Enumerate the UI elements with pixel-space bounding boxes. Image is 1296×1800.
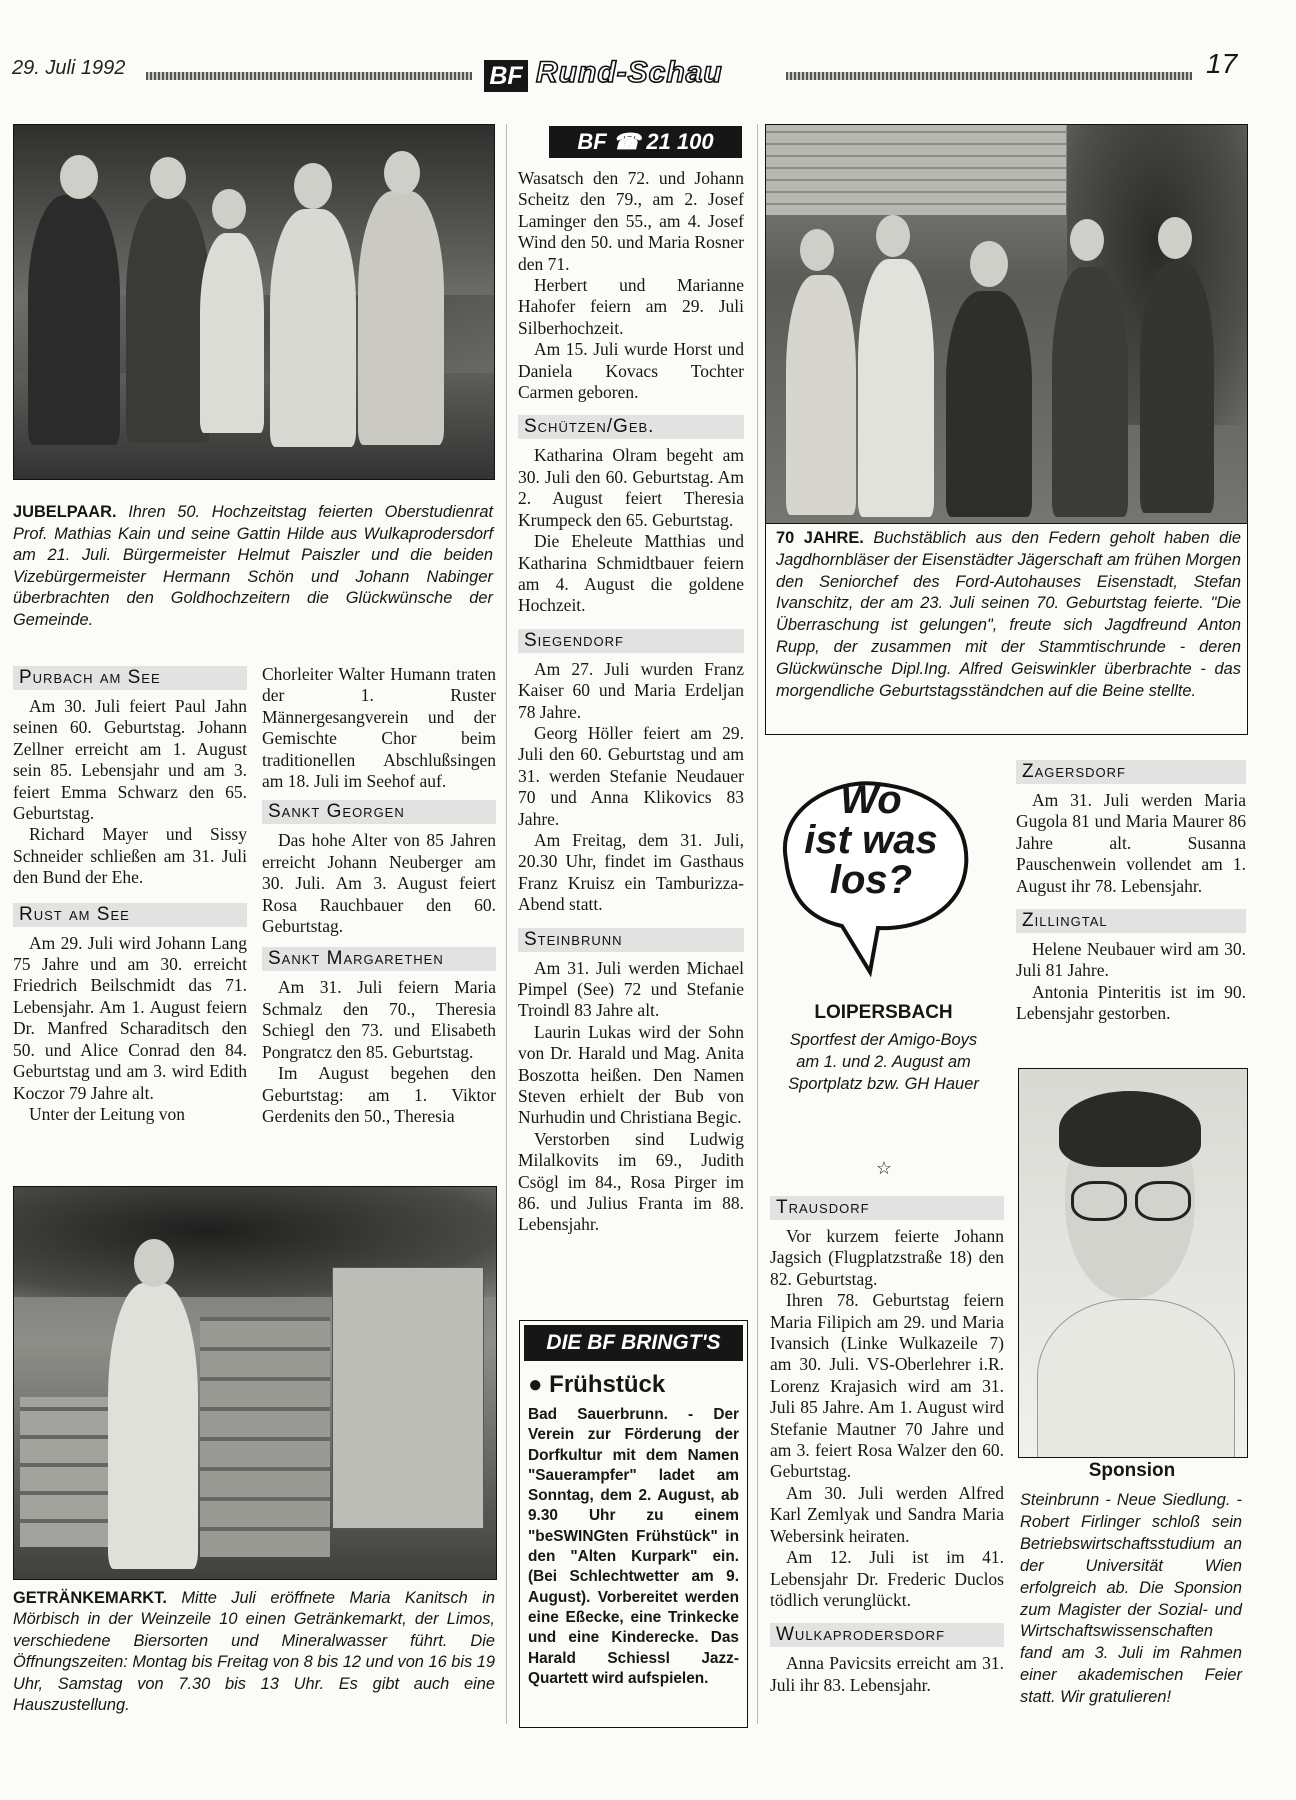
trausdorf-p1: Vor kurzem feierte Johann Jagsich (Flugplatzstraße 18) den 82. Geburtstag. bbox=[770, 1226, 1004, 1289]
section-georgen: Sankt Georgen bbox=[262, 800, 496, 824]
photo-sponsion bbox=[1018, 1068, 1248, 1458]
trausdorf-p4: Am 12. Juli ist im 41. Lebensjahr Dr. Frederic Duclos tödlich verunglückt. bbox=[770, 1547, 1004, 1610]
caption-70-jahre bbox=[766, 524, 1247, 702]
zillingtal-p1: Helene Neubauer wird am 30. Juli 81 Jahre. bbox=[1016, 939, 1246, 981]
zagersdorf-p1: Am 31. Juli werden Maria Gugola 81 und Maria Maurer 86 Jahre alt. Susanna Pauschenwein vollendet am 1. August ihr 78. Lebensjahr. bbox=[1016, 790, 1246, 896]
section-zagersdorf: Zagersdorf bbox=[1016, 760, 1246, 784]
wulka-p1: Anna Pavicsits erreicht am 31. Juli ihr 83. Lebensjahr. bbox=[770, 1653, 1004, 1695]
column-rule-2 bbox=[757, 124, 758, 1724]
star-icon: ☆ bbox=[875, 1158, 893, 1178]
bringts-item bbox=[520, 1365, 747, 1689]
colc-top-p2: Herbert und Marianne Hahofer feiern am 29. Juli Silberhochzeit. bbox=[518, 275, 744, 338]
siegendorf-p2: Georg Höller feiert am 29. Juli den 60. Geburtstag und am 31. werden Stefanie Neudauer 70 und Anna Klikovics 83 Jahre. bbox=[518, 722, 744, 829]
section-margarethen: Sankt Margarethen bbox=[262, 947, 496, 971]
bringts-text: Bad Sauerbrunn. - Der Verein zur Förderung der Dorfkultur mit dem Namen "Sauerampfer" ladet am Sonntag, dem 2. August, ab 9.30 Uhr zu einem "beSWINGten Frühstück" in den "Alten Kurpark" ein. (Bei Schlechtwetter am 9. August). Vorbereitet werden eine Eßecke, eine Trinkecke und eine Kinderecke. Das Harald Schiessl Jazz-Quartett wird aufspielen. bbox=[528, 1406, 739, 1687]
rust-p2: Unter der Leitung von bbox=[29, 1103, 185, 1124]
logo-bf: BF bbox=[484, 60, 528, 92]
margarethen-p1: Am 31. Juli feiern Maria Schmalz den 70., Theresia Schiegl den 73. und Elisabeth Pongratcz den 85. Geburtstag. bbox=[262, 977, 496, 1062]
schuetzen-p1: Katharina Olram begeht am 30. Juli den 60. Geburtstag. Am 2. August feiert Theresia Krumpeck den 65. Geburtstag. bbox=[518, 445, 744, 530]
caption-jubelpaar-text: Ihren 50. Hochzeitstag feierten Oberstudienrat Prof. Mathias Kain und seine Gattin Hilde aus Wulkaprodersdorf am 21. Juli. Bürgermeister Helmut Paiszler und die beiden Vizebürgermeister Hermann Schön und Johann Nabinger überbrachten den Goldhochzeitern die Glückwünsche der Gemeinde. bbox=[13, 503, 493, 629]
page-number: 17 bbox=[1206, 48, 1238, 79]
header-rule-right bbox=[786, 72, 1192, 80]
purbach-p1: Am 30. Juli feiert Paul Jahn seinen 60. Geburtstag. Johann Zellner erreicht am 1. August sein 85. Lebensjahr und am 3. feiert Emma Schwarz den 65. Geburtstag. bbox=[13, 696, 247, 824]
caption-70-jahre-lead: 70 JAHRE. bbox=[776, 529, 864, 547]
caption-70-jahre-text: Buchstäblich aus den Federn geholt haben die Jagdhornbläser der Eisenstädter Jägerschaft am frühen Morgen den Seniorchef des Ford-Autohauses Eisenstadt, Stefan Ivanschitz, der am 23. Juli seinen 70. Geburtstag feierte. "Die Überraschung ist gelungen", freute sich Jagdfreund Anton Rupp, der zusammen mit der Stammtischrunde - deren Glückwünsche Dipl.Ing. Alfred Geiswinkler überbrachte - das morgendliche Geburtstagsständchen auf die Beine stellte. bbox=[776, 529, 1242, 700]
section-rust: Rust am See bbox=[13, 903, 247, 927]
woistwas-place: LOIPERSBACH bbox=[814, 1002, 953, 1023]
section-steinbrunn: Steinbrunn bbox=[518, 928, 744, 952]
steinbrunn-p2: Laurin Lukas wird der Sohn von Dr. Harald und Mag. Anita Boszotta heißen. Den Namen Steven erhielt der Bub von Nurhudin und Christiana Begic. bbox=[518, 1021, 744, 1128]
bringts-item-title: Frühstück bbox=[549, 1371, 666, 1398]
caption-getraenke-text: Mitte Juli eröffnete Maria Kanitsch in Mörbisch in der Weinzeile 10 einen Getränkemarkt, der Limos, verschiedene Biersorten und Mineralwasser führt. Die Öffnungszeiten: Montag bis Freitag von 8 bis 12 und von 16 bis 19 Uhr, Samstag von 7.30 bis 13 Uhr. Es gibt auch eine Hauszustellung. bbox=[13, 1589, 496, 1715]
bubble-line-1: Wo bbox=[840, 778, 902, 822]
bubble-text bbox=[776, 780, 966, 900]
caption-70-jahre-box bbox=[765, 524, 1248, 735]
bringts-banner: DIE BF BRINGT'S bbox=[524, 1325, 743, 1361]
section-zillingtal: Zillingtal bbox=[1016, 909, 1246, 933]
sponsion-title: Sponsion bbox=[1088, 1460, 1176, 1481]
photo-70-jahre bbox=[765, 124, 1248, 524]
section-schuetzen: Schützen/Geb. bbox=[518, 415, 744, 439]
section-wulkaprodersdorf: Wulkaprodersdorf bbox=[770, 1623, 1004, 1647]
caption-jubelpaar bbox=[13, 502, 493, 632]
woistwas-text: Sportfest der Amigo-Boys am 1. und 2. August am Sportplatz bzw. GH Hauer bbox=[788, 1031, 979, 1093]
section-purbach: Purbach am See bbox=[13, 666, 247, 690]
schuetzen-p2: Die Eheleute Matthias und Katharina Schmidtbauer feiern am 4. August die goldene Hochzeit. bbox=[518, 531, 744, 616]
header-rule-left bbox=[146, 72, 472, 80]
caption-getraenke-lead: GETRÄNKEMARKT. bbox=[13, 1589, 167, 1607]
bubble-line-3: los? bbox=[829, 858, 913, 902]
georgen-p1: Das hohe Alter von 85 Jahren erreicht Johann Neuberger am 30. Juli. Am 3. August feiert Rosa Rauchbauer den 60. Geburtstag. bbox=[262, 830, 496, 937]
column-rule-1 bbox=[506, 124, 507, 1724]
colc-top-p1: Wasatsch den 72. und Johann Scheitz den 79., am 2. Josef Laminger den 55., am 4. Josef Wind den 50. und Maria Rosner den 71. bbox=[518, 168, 744, 274]
chor-p1: Chorleiter Walter Humann traten der 1. Ruster Männergesangverein und der Gemischte Chor beim traditionellen Abschlußsingen am 18. Juli im Seehof auf. bbox=[262, 664, 496, 792]
purbach-p2: Richard Mayer und Sissy Schneider schließen am 31. Juli den Bund der Ehe. bbox=[13, 824, 247, 888]
phone-box: BF ☎ 21 100 bbox=[549, 126, 742, 158]
logo-title: Rund-Schau bbox=[536, 56, 723, 89]
caption-getraenkemarkt bbox=[13, 1588, 495, 1716]
photo-getraenkemarkt bbox=[13, 1186, 497, 1580]
siegendorf-p3: Am Freitag, dem 31. Juli, 20.30 Uhr, findet im Gasthaus Franz Kruisz ein Tamburizza-Abend statt. bbox=[518, 829, 744, 915]
section-siegendorf: Siegendorf bbox=[518, 629, 744, 653]
steinbrunn-p1: Am 31. Juli werden Michael Pimpel (See) 72 und Stefanie Troindl 83 Jahre alt. bbox=[518, 957, 744, 1021]
colc-top-p3: Am 15. Juli wurde Horst und Daniela Kovacs Tochter Carmen geboren. bbox=[518, 339, 744, 403]
bringts-box bbox=[519, 1320, 748, 1728]
section-trausdorf: Trausdorf bbox=[770, 1196, 1004, 1220]
header-date: 29. Juli 1992 bbox=[12, 57, 126, 79]
bullet-icon: ● bbox=[528, 1371, 543, 1398]
trausdorf-p2: Ihren 78. Geburtstag feiern Maria Filipich am 29. und Maria Ivansich (Linke Wulkazeile 7) am 30. Juli. VS-Oberlehrer i.R. Lorenz Krajasich wird am 31. Juli 85 Jahre. Am 1. August wird Stefanie Mautner 70 Jahre und am 3. feiert Rosa Walzer den 60. Geburtstag. bbox=[770, 1290, 1004, 1482]
rust-p1: Am 29. Juli wird Johann Lang 75 Jahre und am 30. erreicht Friedrich Beilschmidt das 71. Lebensjahr. Am 1. August feiern Dr. Manfred Scharaditsch den 50. und Alice Conrad den 84. Geburtstag und am 3. wird Edith Koczor 79 Jahre alt. bbox=[13, 932, 247, 1103]
bubble-line-2: ist was bbox=[804, 818, 938, 862]
caption-jubelpaar-lead: JUBELPAAR. bbox=[13, 503, 117, 521]
steinbrunn-p3: Verstorben sind Ludwig Milalkovits im 69., Judith Csögl im 84., Rosa Pirger im 86. und Julius Franta im 88. Lebensjahr. bbox=[518, 1128, 744, 1235]
sponsion-text: Steinbrunn - Neue Siedlung. - Robert Firlinger schloß sein Betriebswirtschaftsstudium an der Universität Wien erfolgreich ab. Die Sponsion zum Magister der Sozial- und Wirtschaftswissenschaften fand am 3. Juli im Rahmen einer akademischen Feier statt. Wir gratulieren! bbox=[1020, 1491, 1242, 1707]
photo-jubelpaar bbox=[13, 124, 495, 480]
margarethen-p2: Im August begehen den Geburtstag: am 1. Viktor Gerdenits den 50., Theresia bbox=[262, 1063, 496, 1126]
siegendorf-p1: Am 27. Juli wurden Franz Kaiser 60 und Maria Erdeljan 78 Jahre. bbox=[518, 658, 744, 722]
zillingtal-p2: Antonia Pinteritis ist im 90. Lebensjahr gestorben. bbox=[1016, 981, 1246, 1024]
trausdorf-p3: Am 30. Juli werden Alfred Karl Zemlyak und Sandra Maria Webersink heiraten. bbox=[770, 1482, 1004, 1546]
